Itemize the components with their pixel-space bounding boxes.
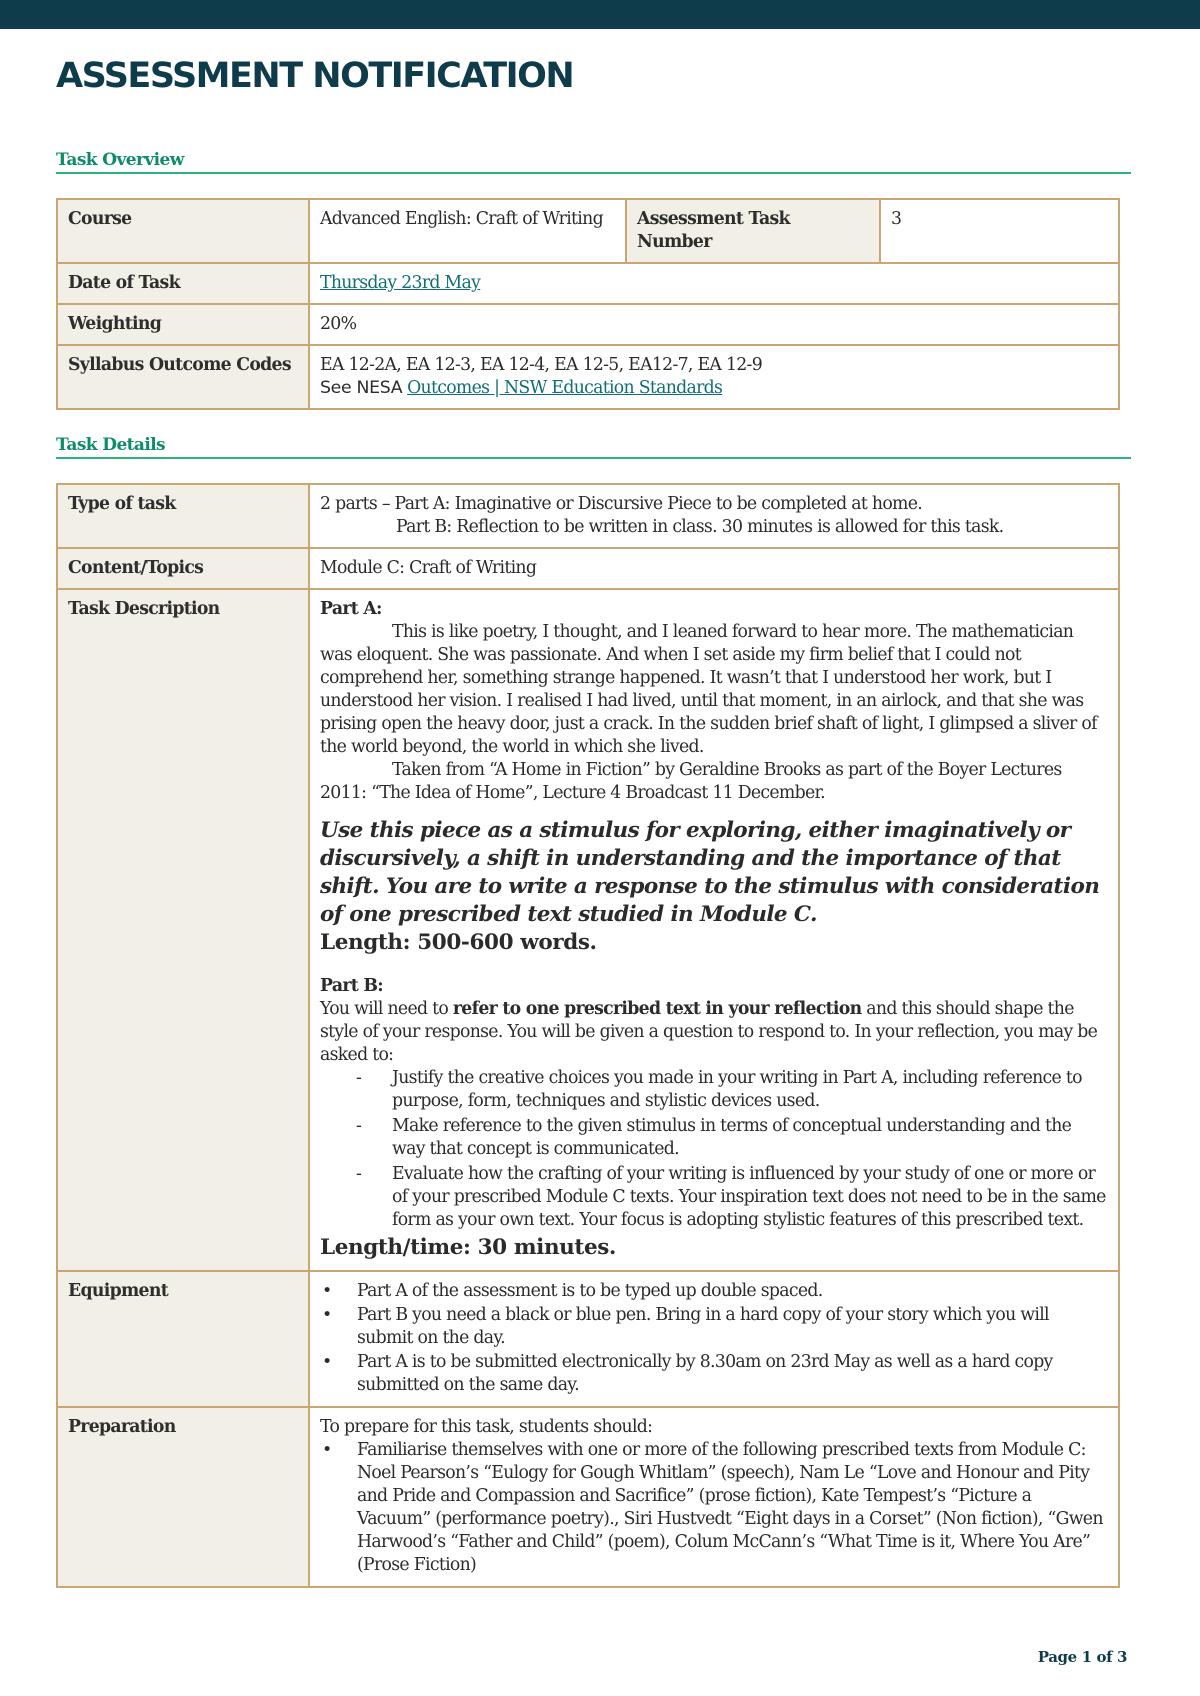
list-item: - Make reference to the given stimulus in terms of conceptual understanding and the way that concept is communicated. [356, 1116, 1072, 1159]
course-value: Advanced English: Craft of Writing [309, 199, 626, 263]
part-a-stimulus: This is like poetry, I thought, and I leaned forward to hear more. The mathematician was eloquent. She was passionate. And when I set aside my firm belief that I could not comprehend her, something strange happened. It wasn’t that I understood her work, but I understood her vision. I realised I had lived, until that moment, in an airlock, and that she was prising open the heavy door, just a crack. In the sudden brief shaft of light, I glimpsed a sliver of the world beyond, the world in which she lived. [320, 622, 1097, 757]
equipment-row [57, 1271, 1119, 1407]
list-item: • Part B you need a black or blue pen. Bring in a hard copy of your story which you will submit on the day. [322, 1305, 1049, 1348]
date-label: Date of Task [57, 263, 309, 304]
list-item: • Part A of the assessment is to be typed up double spaced. [322, 1281, 823, 1301]
content-label: Content/Topics [57, 548, 309, 589]
preparation-intro: To prepare for this task, students should: [320, 1417, 653, 1437]
equipment-label: Equipment [57, 1271, 309, 1407]
outcomes-label: Syllabus Outcome Codes [57, 345, 309, 409]
list-item: - Justify the creative choices you made in your writing in Part A, including reference to purpose, form, techniques and stylistic devices used. [356, 1068, 1082, 1111]
top-banner [0, 0, 1200, 29]
part-a-heading: Part A: [320, 599, 382, 619]
outcomes-row [57, 345, 1119, 409]
part-b-heading: Part B: [320, 976, 383, 996]
course-label: Course [57, 199, 309, 263]
part-a-length: Length: 500-600 words. [320, 930, 597, 955]
type-row [57, 484, 1119, 548]
content-value: Module C: Craft of Writing [309, 548, 1119, 589]
part-b-intro-emphasis: refer to one prescribed text in your reflection [452, 999, 862, 1019]
section-heading-task-overview: Task Overview [56, 150, 1131, 174]
type-line-2: Part B: Reflection to be written in class. 30 minutes is allowed for this task. [396, 517, 1004, 537]
page-number: Page 1 of 3 [1037, 1648, 1127, 1666]
content-row [57, 548, 1119, 589]
weighting-value: 20% [309, 304, 1119, 345]
preparation-row [57, 1407, 1119, 1587]
outcomes-link[interactable]: Outcomes | NSW Education Standards [407, 378, 723, 398]
description-label: Task Description [57, 589, 309, 1271]
list-item: • Part A is to be submitted electronically by 8.30am on 23rd May as well as a hard copy submitted on the same day. [322, 1352, 1053, 1395]
type-line-1: 2 parts – Part A: Imaginative or Discursive Piece to be completed at home. [320, 494, 923, 514]
type-label: Type of task [57, 484, 309, 548]
date-link[interactable]: Thursday 23rd May [320, 273, 481, 293]
part-b-intro: You will need to refer to one prescribed text in your reflection and this should shape the style of your response. You will be given a question to respond to. In your reflection, you may be asked to: [320, 999, 1098, 1065]
equipment-list [320, 1280, 1108, 1397]
preparation-list [320, 1439, 1108, 1577]
weighting-row [57, 304, 1119, 345]
task-overview-table [56, 198, 1120, 410]
outcomes-see-text: See NESA [320, 378, 403, 398]
task-number-value: 3 [880, 199, 1119, 263]
part-a-source: Taken from “A Home in Fiction” by Geraldine Brooks as part of the Boyer Lectures 2011: “The Idea of Home”, Lecture 4 Broadcast 11 December. [320, 760, 1062, 803]
section-heading-task-details: Task Details [56, 435, 1131, 459]
description-row [57, 589, 1119, 1271]
task-details-table [56, 483, 1120, 1588]
course-row [57, 199, 1119, 263]
part-b-length: Length/time: 30 minutes. [320, 1235, 617, 1260]
weighting-label: Weighting [57, 304, 309, 345]
task-number-label: Assessment Task Number [626, 199, 880, 263]
page-title: ASSESSMENT NOTIFICATION [56, 56, 574, 96]
list-item: - Evaluate how the crafting of your writing is influenced by your study of one or more or of your prescribed Module C texts. Your inspiration text does not need to be in the same form as your own text. Your focus is adopting stylistic features of this prescribed text. [356, 1164, 1106, 1230]
outcome-codes: EA 12-2A, EA 12-3, EA 12-4, EA 12-5, EA12-7, EA 12-9 [320, 355, 762, 375]
list-item: • Familiarise themselves with one or more of the following prescribed texts from Module C: Noel Pearson’s “Eulogy for Gough Whitlam” (speech), Nam Le “Love and Honour and Pity and Pride and Compassion and Sacrifice” (prose fiction), Kate Tempest’s “Picture a Vacuum” (performance poetry)., Siri Hustvedt “Eight days in a Corset” (Non fiction), “Gwen Harwood’s “Father and Child” (poem), Colum McCann’s “What Time is it, Where You Are” (Prose Fiction) [322, 1440, 1103, 1575]
part-b-list [320, 1067, 1108, 1232]
date-row [57, 263, 1119, 304]
part-a-instruction: Use this piece as a stimulus for exploring, either imaginatively or discursively, a shift in understanding and the importance of that shift. You are to write a response to the stimulus with consideration of one prescribed text studied in Module C. [320, 818, 1100, 927]
preparation-label: Preparation [57, 1407, 309, 1587]
